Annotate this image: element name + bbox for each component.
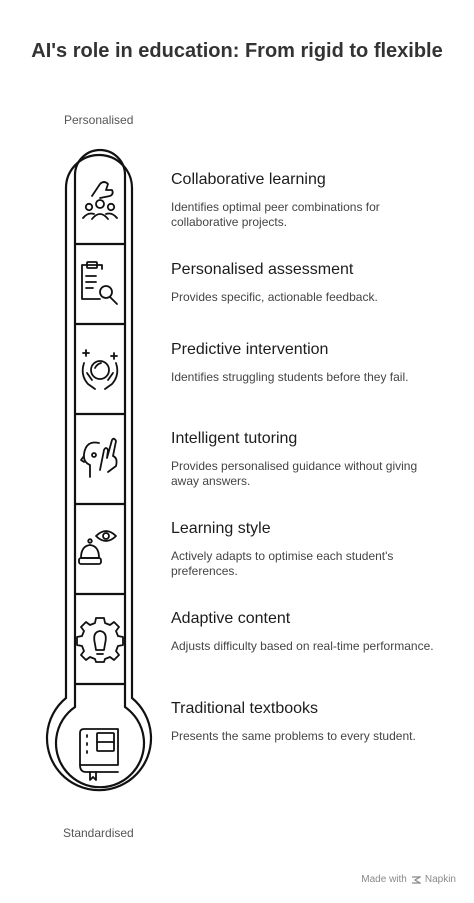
scale-top-label: Personalised bbox=[64, 113, 134, 127]
level-title: Collaborative learning bbox=[171, 171, 326, 188]
level-description: Adjusts difficulty based on real-time performance. bbox=[171, 639, 434, 653]
gear-bulb-icon bbox=[77, 618, 123, 662]
level-learning-style bbox=[171, 519, 441, 579]
page-title: AI's role in education: From rigid to flexible bbox=[31, 40, 443, 62]
level-description: Identifies optimal peer combinations for collaborative projects. bbox=[171, 200, 380, 229]
level-description: Actively adapts to optimise each student's preferences. bbox=[171, 549, 394, 578]
group-hand-icon bbox=[83, 182, 117, 219]
level-traditional-textbooks bbox=[171, 699, 441, 744]
level-title: Intelligent tutoring bbox=[171, 430, 298, 447]
eye-bell-icon bbox=[79, 531, 116, 564]
level-collaborative-learning bbox=[171, 170, 441, 230]
level-description: Provides specific, actionable feedback. bbox=[171, 290, 378, 304]
level-title: Traditional textbooks bbox=[171, 700, 319, 717]
made-with-napkin[interactable] bbox=[361, 874, 456, 885]
crystal-ball-hands-icon bbox=[83, 350, 118, 389]
level-description: Provides personalised guidance without giving away answers. bbox=[171, 459, 418, 488]
napkin-logo-icon bbox=[411, 875, 421, 885]
level-description: Identifies struggling students before they fail. bbox=[171, 370, 409, 384]
clipboard-magnifier-icon bbox=[82, 262, 117, 304]
level-title: Learning style bbox=[171, 520, 271, 537]
level-title: Adaptive content bbox=[171, 610, 291, 627]
scale-bottom-label: Standardised bbox=[63, 826, 134, 840]
level-description: Presents the same problems to every student. bbox=[171, 729, 416, 743]
head-hand-icon bbox=[81, 439, 117, 477]
footer-text: Made with bbox=[361, 874, 407, 885]
level-intelligent-tutoring bbox=[171, 429, 441, 489]
level-title: Predictive intervention bbox=[171, 341, 329, 358]
book-icon bbox=[80, 729, 118, 780]
footer-brand: Napkin bbox=[424, 874, 456, 885]
level-adaptive-content bbox=[171, 609, 441, 654]
thermometer-outer-outline bbox=[47, 155, 151, 790]
level-personalised-assessment bbox=[171, 260, 441, 305]
level-title: Personalised assessment bbox=[171, 261, 354, 278]
level-predictive-intervention bbox=[171, 340, 441, 385]
